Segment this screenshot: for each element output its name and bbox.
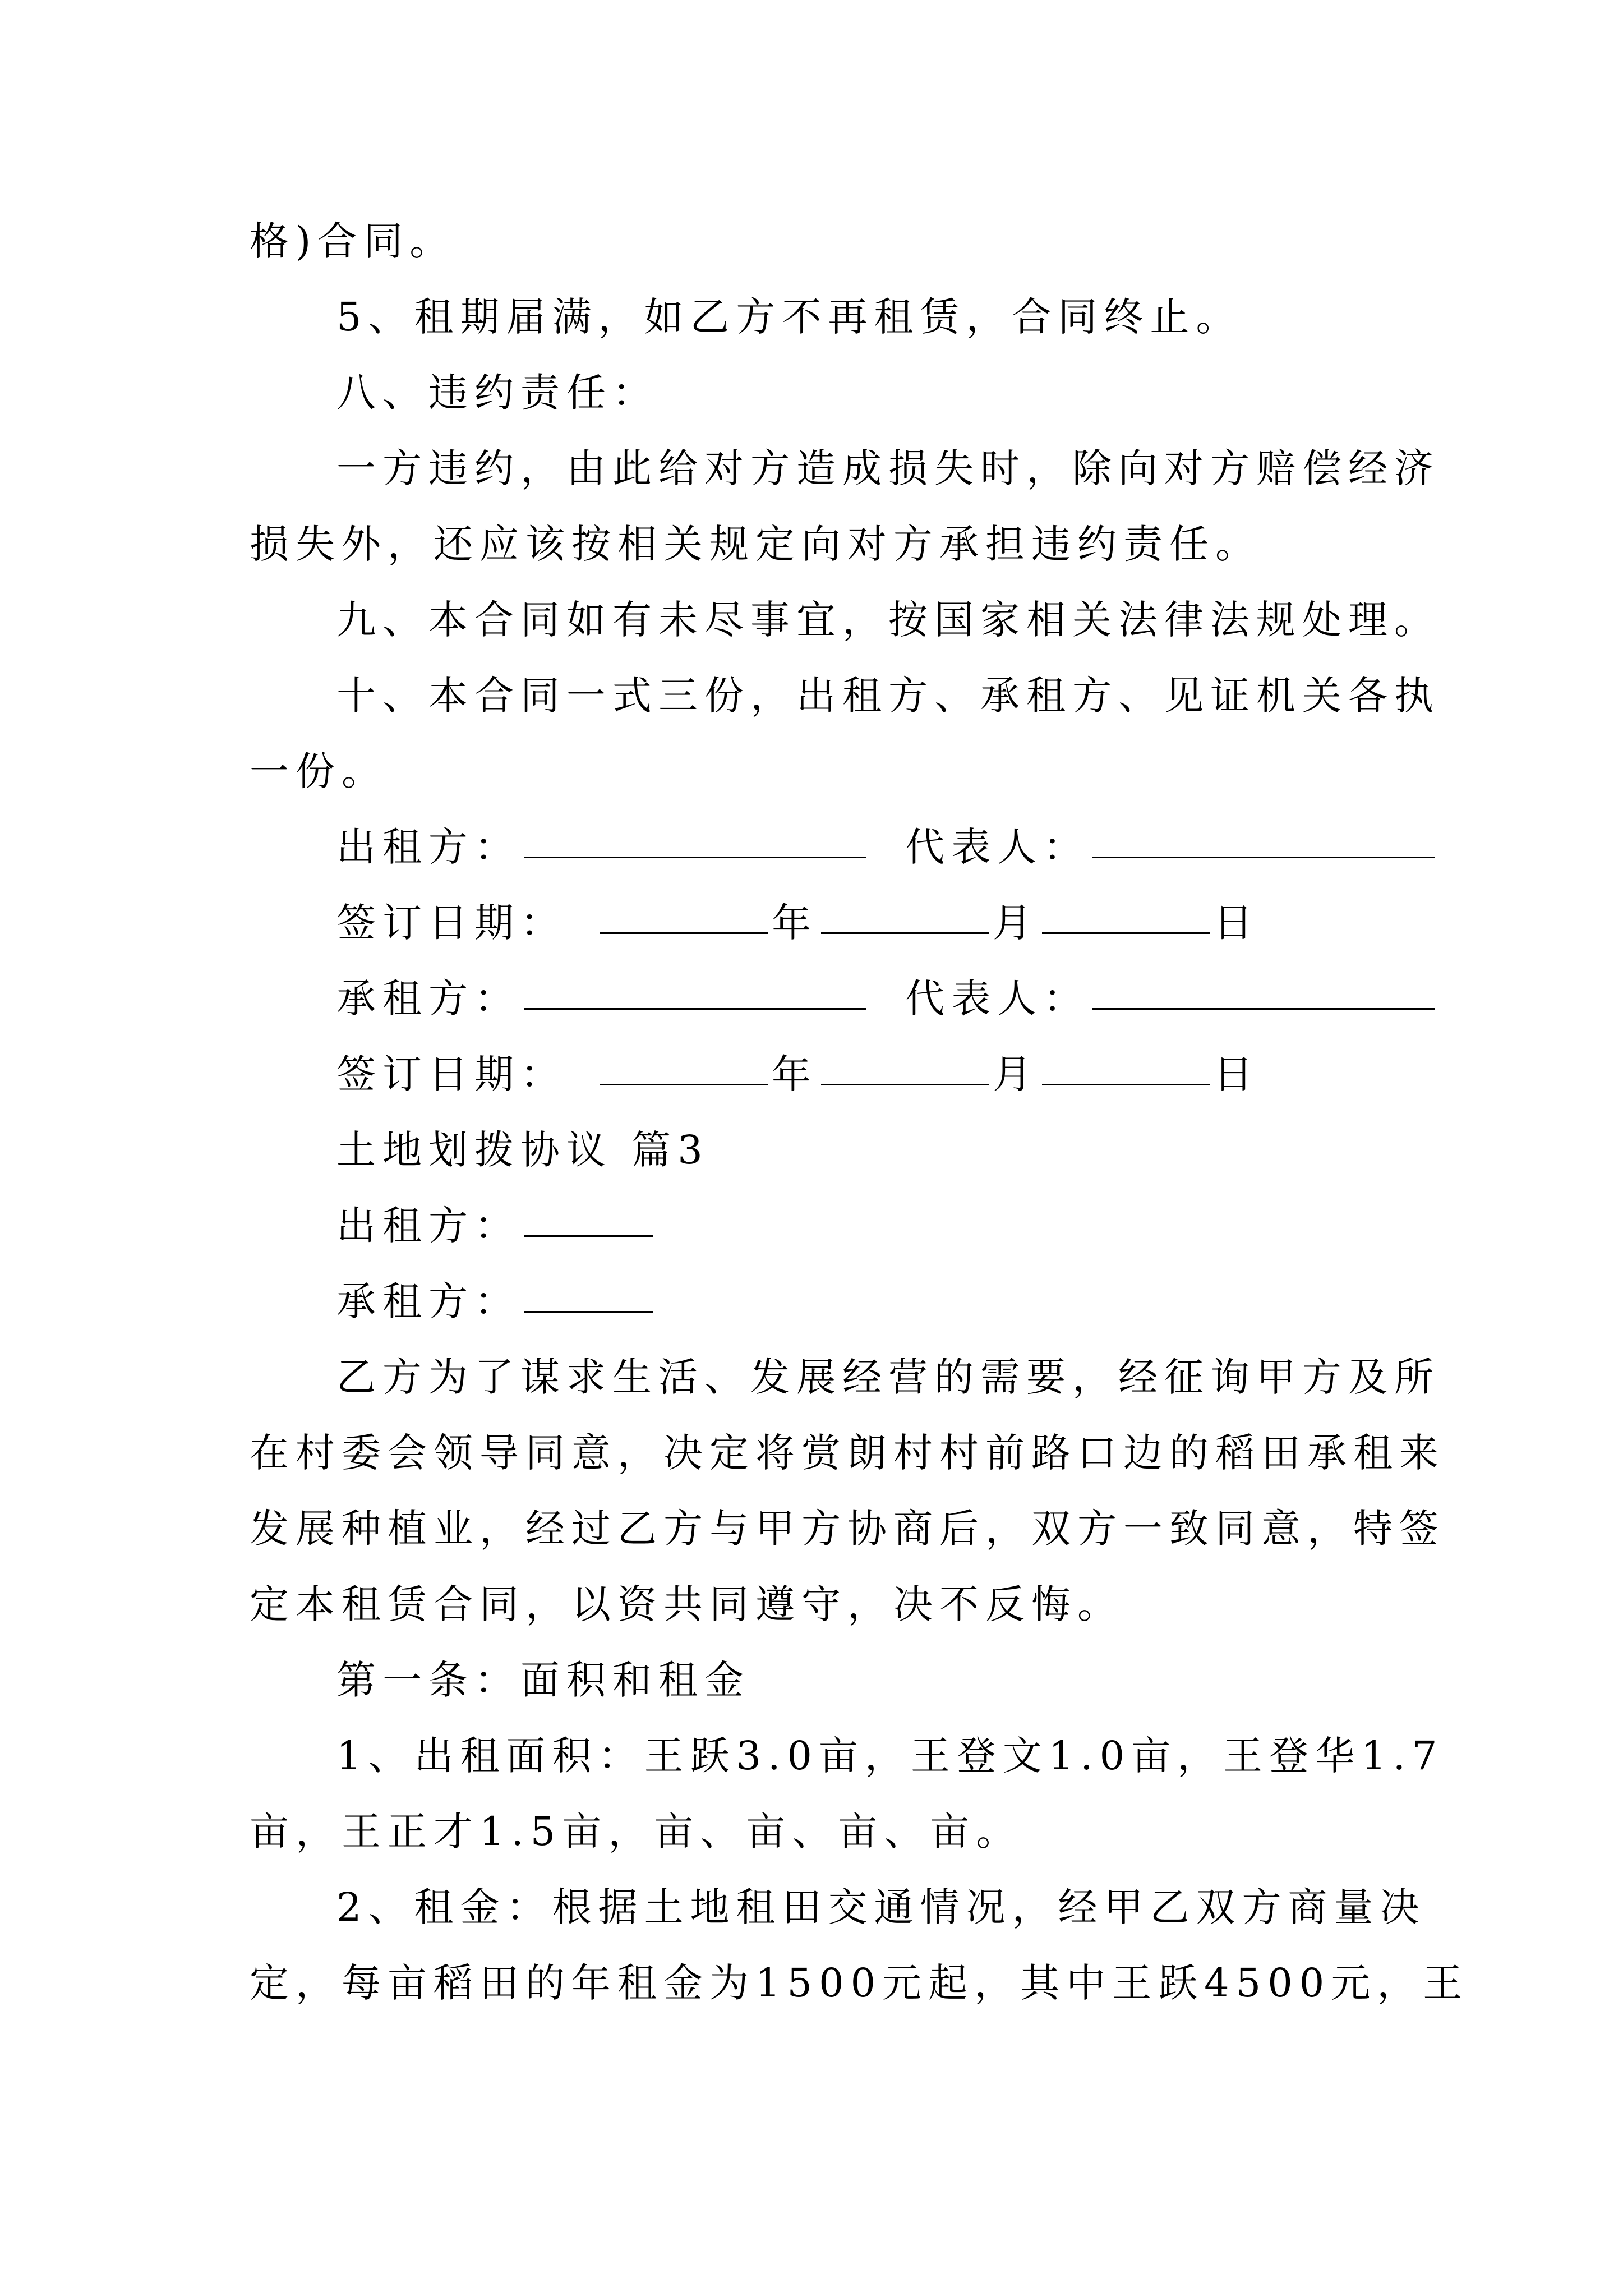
- party-a-row: [336, 1200, 656, 1251]
- representative-label: 代表人：: [905, 976, 1090, 1022]
- party-a-label: 出租方：: [336, 1203, 520, 1249]
- paragraph-line: 发展种植业，经过乙方与甲方协商后，双方一致同意，特签: [250, 1506, 1445, 1552]
- signature-date-row: [336, 898, 1260, 948]
- section-title: 土地划拨协议 篇3: [336, 1127, 709, 1173]
- date-label: 签订日期：: [336, 1051, 566, 1097]
- paragraph-line: 格)合同。: [250, 218, 456, 264]
- year-blank: [600, 1049, 768, 1085]
- paragraph-line: 2、租金：根据土地租田交通情况，经甲乙双方商量决: [336, 1884, 1426, 1930]
- representative-blank: [1092, 822, 1435, 858]
- paragraph-line: 定本租赁合同，以资共同遵守，决不反悔。: [250, 1581, 1123, 1627]
- year-label: 年: [772, 900, 818, 946]
- paragraph-line: 一份。: [250, 748, 388, 794]
- signature-date-row: [336, 1049, 1260, 1099]
- paragraph-line: 亩，王正才1.5亩，亩、亩、亩、亩。: [250, 1809, 1022, 1855]
- month-label: 月: [993, 1051, 1039, 1097]
- article-heading: 第一条：面积和租金: [336, 1657, 750, 1703]
- paragraph-line: 定，每亩稻田的年租金为1500元起，其中王跃4500元，王: [250, 1960, 1469, 2006]
- representative-blank: [1092, 973, 1435, 1010]
- signature-row-lessor: [336, 822, 1438, 872]
- paragraph-line: 一方违约，由此给对方造成损失时，除向对方赔偿经济: [336, 445, 1440, 491]
- signature-row-lessee: [336, 973, 1438, 1024]
- year-blank: [600, 898, 768, 934]
- month-blank: [821, 1049, 989, 1085]
- day-blank: [1042, 1049, 1210, 1085]
- lessor-blank: [524, 822, 866, 858]
- lessor-label: 出租方：: [336, 824, 520, 870]
- month-blank: [821, 898, 989, 934]
- party-b-label: 承租方：: [336, 1278, 520, 1324]
- day-blank: [1042, 898, 1210, 934]
- day-label: 日: [1214, 1051, 1260, 1097]
- day-label: 日: [1214, 900, 1260, 946]
- lessee-blank: [524, 973, 866, 1010]
- paragraph-line: 在村委会领导同意，决定将赏朗村村前路口边的稻田承租来: [250, 1430, 1445, 1476]
- representative-label: 代表人：: [905, 824, 1090, 870]
- paragraph-line: 九、本合同如有未尽事宜，按国家相关法律法规处理。: [336, 597, 1440, 643]
- lessee-label: 承租方：: [336, 976, 520, 1022]
- party-b-row: [336, 1276, 656, 1327]
- paragraph-line: 5、租期届满，如乙方不再租赁，合同终止。: [336, 294, 1242, 340]
- party-b-blank: [524, 1276, 653, 1313]
- party-a-blank: [524, 1200, 653, 1237]
- date-label: 签订日期：: [336, 900, 566, 946]
- paragraph-line: 损失外，还应该按相关规定向对方承担违约责任。: [250, 521, 1261, 567]
- year-label: 年: [772, 1051, 818, 1097]
- paragraph-line: 乙方为了谋求生活、发展经营的需要，经征询甲方及所: [336, 1354, 1440, 1400]
- month-label: 月: [993, 900, 1039, 946]
- paragraph-line: 十、本合同一式三份，出租方、承租方、见证机关各执: [336, 673, 1440, 719]
- paragraph-line: 1、出租面积：王跃3.0亩，王登文1.0亩，王登华1.7: [336, 1733, 1444, 1779]
- paragraph-line: 八、违约责任：: [336, 370, 658, 416]
